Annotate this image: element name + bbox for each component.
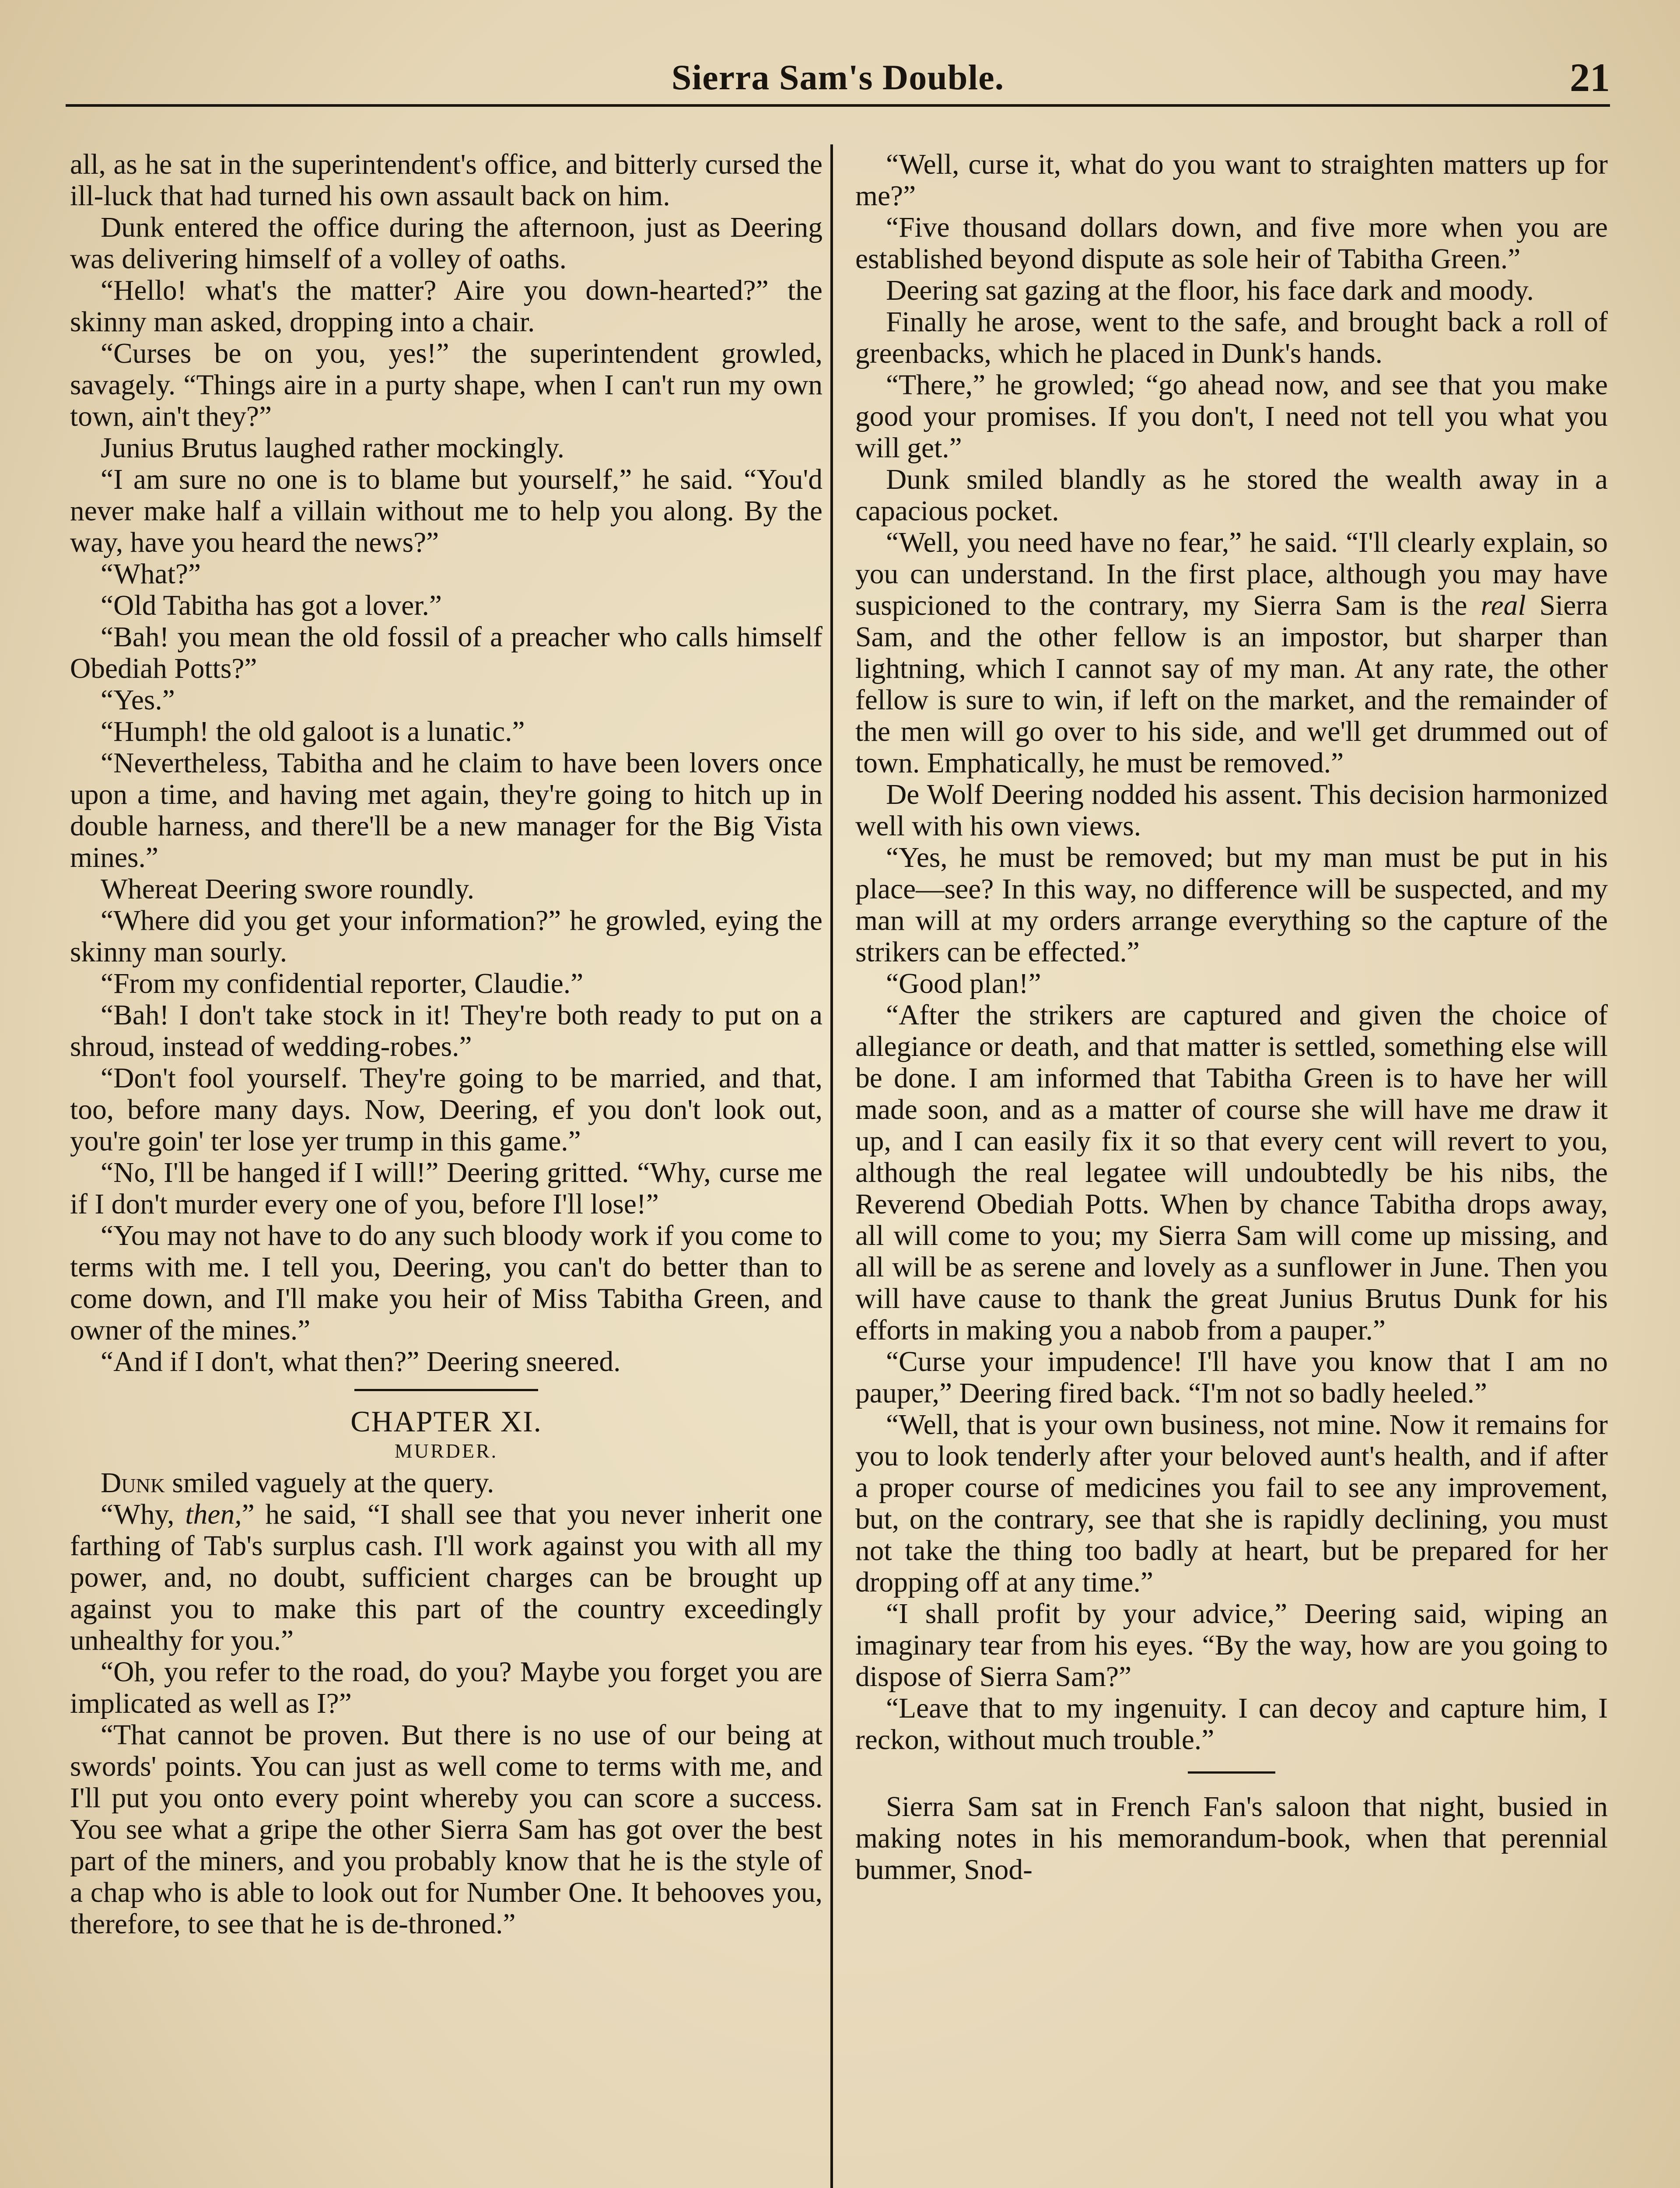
paragraph: “I shall profit by your advice,” Deering said, wiping an imaginary tear from his eyes. “By the way, how are you going to dispose of Sierra Sam?” <box>855 1598 1608 1693</box>
paragraph: “Five thousand dollars down, and five more when you are established beyond dispute as sole heir of Tabitha Green.” <box>855 212 1608 275</box>
paragraph: Whereat Deering swore roundly. <box>101 873 475 905</box>
paragraph: “You may not have to do any such bloody work if you come to terms with me. I tell you, Deering, you can't do better than to come down, and I'll make you heir of Miss Tabitha Green, and owner of the mines.” <box>70 1220 822 1346</box>
paragraph: “Well, curse it, what do you want to straighten matters up for me?” <box>855 149 1608 212</box>
chapter-first-word: Dunk <box>101 1467 165 1499</box>
paragraph: all, as he sat in the superintendent's office, and bitterly cursed the ill-luck that had turned his own assault back on him. <box>70 149 822 212</box>
paragraph: “After the strikers are captured and given the choice of allegiance or death, and that matter is settled, something else will be done. I am informed that Tabitha Green is to have her will made soon, and as a matter of course she will have me draw it up, and I can easily fix it so that every cent will revert to you, although the real legatee will undoubtedly be his nibs, the Reverend Obediah Potts. When by chance Tabitha drops away, all will come to you; my Sierra Sam will come up missing, and all will be as serene and lovely as a sunflower in June. Then you will have cause to thank the great Junius Brutus Dunk for his efforts in making you a nabob from a pauper.” <box>855 999 1608 1346</box>
paragraph: “From my confidential reporter, Claudie.” <box>101 968 584 999</box>
paragraph: “Curse your impudence! I'll have you know that I am no pauper,” Deering fired back. “I'm not so badly heeled.” <box>855 1346 1608 1409</box>
paragraph-text: ” he said, “I shall see that you never inherit one farthing of Tab's surplus cash. I'll work against you with all my power, and, no doubt, sufficient charges can be brought up against you to make this part of the country exceedingly unhealthy for you.” <box>70 1499 822 1656</box>
paragraph: “And if I don't, what then?” Deering sneered. <box>101 1346 621 1378</box>
paragraph: “Well, that is your own business, not mine. Now it remains for you to look tenderly after your beloved aunt's health, and if after a proper course of medicines you fail to see any improvement, but, on the contrary, see that she is rapidly declining, you must not take the thing too badly at heart, but be prepared for her dropping off at any time.” <box>855 1409 1608 1598</box>
paragraph: Finally he arose, went to the safe, and brought back a roll of greenbacks, which he placed in Dunk's hands. <box>855 306 1608 369</box>
paragraph: “Curses be on you, yes!” the superintendent growled, savagely. “Things aire in a purty shape, when I can't run my own town, ain't they?” <box>70 338 822 432</box>
paragraph: “Bah! you mean the old fossil of a preacher who calls himself Obediah Potts?” <box>70 621 822 684</box>
paragraph: “Hello! what's the matter? Aire you down-hearted?” the skinny man asked, dropping into a chair. <box>70 275 822 338</box>
paragraph: “Nevertheless, Tabitha and he claim to have been lovers once upon a time, and having met again, they're going to hitch up in double harness, and there'll be a new manager for the Big Vista mines.” <box>70 747 822 873</box>
paragraph: “Good plan!” <box>886 968 1041 999</box>
paragraph: “Old Tabitha has got a lover.” <box>101 590 442 621</box>
left-column <box>70 149 822 2188</box>
paragraph: Dunk smiled blandly as he stored the wealth away in a capacious pocket. <box>855 464 1608 527</box>
paragraph: “Where did you get your information?” he growled, eying the skinny man sourly. <box>70 905 822 968</box>
chapter-subtitle: MURDER. <box>394 1440 498 1462</box>
paragraph: “What?” <box>101 558 201 590</box>
paragraph <box>855 527 1608 779</box>
column-rule <box>830 144 833 2188</box>
emphasis: real <box>1480 590 1526 621</box>
paragraph <box>70 1499 822 1656</box>
paragraph-text: Sierra Sam, and the other fellow is an impostor, but sharper than lightning, which I cannot say of my man. At any rate, the other fellow is sure to win, if left on the market, and the remainder of the men will go over to his side, and we'll get drummed out of town. Emphatically, he must be removed.” <box>855 590 1608 779</box>
paragraph: “Humph! the old galoot is a lunatic.” <box>101 716 525 747</box>
paragraph-text: “Well, you need have no fear,” he said. “I'll clearly explain, so you can understand. In the first place, although you may have suspicioned to the contrary, my Sierra Sam is the <box>855 527 1608 621</box>
paragraph-text: “Why, <box>101 1499 186 1530</box>
paragraph: Dunk entered the office during the afternoon, just as Deering was delivering himself of a volley of oaths. <box>70 212 822 275</box>
page-number: 21 <box>1570 55 1610 100</box>
running-title: Sierra Sam's Double. <box>671 57 1004 97</box>
paragraph-text: smiled vaguely at the query. <box>164 1467 494 1499</box>
paragraph: “I am sure no one is to blame but yourself,” he said. “You'd never make half a villain without me to help you along. By the way, have you heard the news?” <box>70 464 822 558</box>
chapter-title: CHAPTER XI. <box>350 1405 542 1438</box>
paragraph: “Bah! I don't take stock in it! They're both ready to put on a shroud, instead of wedding-robes.” <box>70 999 822 1062</box>
paragraph: “Don't fool yourself. They're going to be married, and that, too, before many days. Now, Deering, ef you don't look out, you're goin' ter lose yer trump in this game.” <box>70 1062 822 1157</box>
scene-divider <box>1188 1771 1275 1774</box>
paragraph: De Wolf Deering nodded his assent. This decision harmonized well with his own views. <box>855 779 1608 842</box>
section-divider <box>354 1389 538 1391</box>
emphasis: then, <box>185 1499 242 1530</box>
paragraph: “No, I'll be hanged if I will!” Deering gritted. “Why, curse me if I don't murder every one of you, before I'll lose!” <box>70 1157 822 1220</box>
right-column <box>855 149 1608 2188</box>
paragraph: “Yes.” <box>101 684 175 716</box>
paragraph: “That cannot be proven. But there is no use of our being at swords' points. You can just as well come to terms with me, and I'll put you onto every point whereby you can score a success. You see what a gripe the other Sierra Sam has got over the best part of the miners, and you probably know that he is the style of a chap who is able to look out for Number One. It behooves you, therefore, to see that he is de-throned.” <box>70 1719 822 1940</box>
paragraph: “Oh, you refer to the road, do you? Maybe you forget you are implicated as well as I?” <box>70 1656 822 1719</box>
paragraph: Sierra Sam sat in French Fan's saloon that night, busied in making notes in his memorandum-book, when that perennial bummer, Snod- <box>855 1791 1608 1886</box>
paragraph: “Leave that to my ingenuity. I can decoy and capture him, I reckon, without much trouble.” <box>855 1693 1608 1756</box>
page-header <box>66 52 1610 107</box>
paragraph: “There,” he growled; “go ahead now, and see that you make good your promises. If you don't, I need not tell you what you will get.” <box>855 369 1608 464</box>
paragraph <box>70 1467 822 1499</box>
paragraph: Deering sat gazing at the floor, his face dark and moody. <box>886 275 1534 306</box>
paragraph: “Yes, he must be removed; but my man must be put in his place—see? In this way, no difference will be suspected, and my man will at my orders arrange everything so the capture of the strikers can be effected.” <box>855 842 1608 968</box>
paragraph: Junius Brutus laughed rather mockingly. <box>101 432 564 464</box>
